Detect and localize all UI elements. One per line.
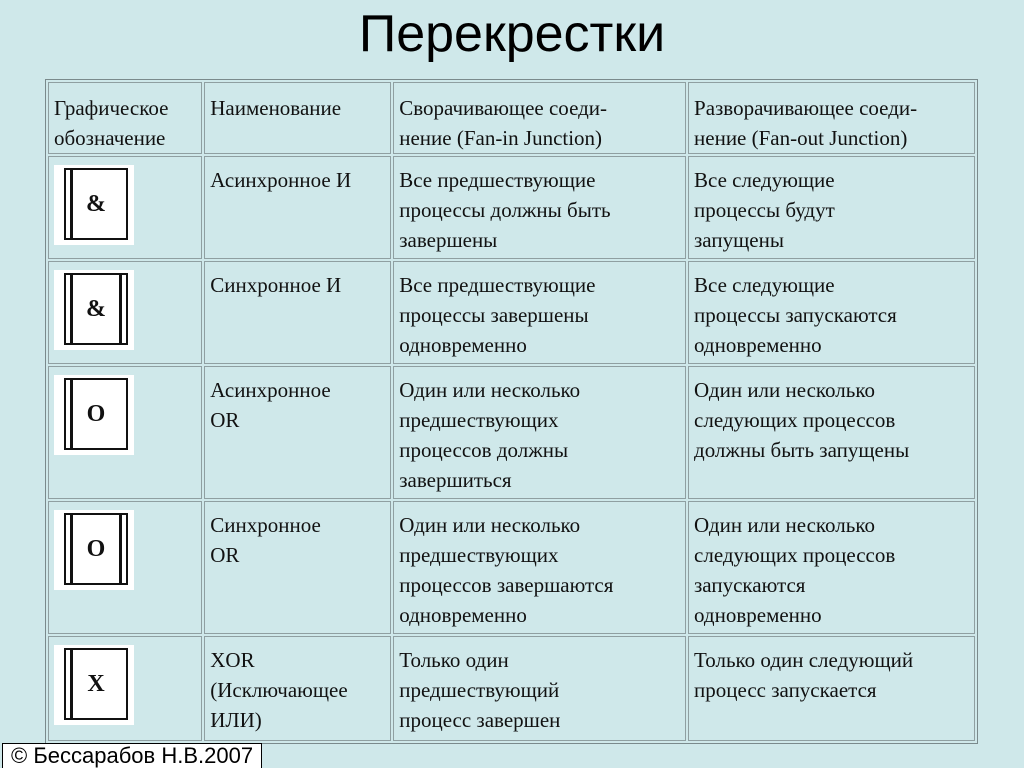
table-row <box>48 261 975 364</box>
fan-out-line: процессы запускаются <box>694 303 897 327</box>
header-symbol-line2: обозначение <box>54 126 166 150</box>
header-fan-out <box>688 82 975 154</box>
table-header-row <box>48 82 975 154</box>
symbol-cell <box>48 156 202 259</box>
fan-in-line: предшествующих <box>399 408 559 432</box>
header-fan-out-line2: нение (Fan-out Junction) <box>694 126 908 150</box>
junctions-table <box>45 79 978 744</box>
sync-and-junction-icon <box>54 270 134 350</box>
fan-in-line: завершены <box>399 228 498 252</box>
name-line: OR <box>210 543 240 567</box>
symbol-glyph: X <box>87 671 105 697</box>
fan-in-cell <box>393 501 686 634</box>
header-fan-in-line2: нение (Fan-in Junction) <box>399 126 603 150</box>
fan-out-cell <box>688 366 975 499</box>
table-row <box>48 636 975 741</box>
name-line: Синхронное <box>210 513 321 537</box>
fan-out-line: должны быть запущены <box>694 438 910 462</box>
fan-in-line: процессов должны <box>399 438 569 462</box>
fan-out-line: следующих процессов <box>694 543 896 567</box>
name-line: Асинхронное И <box>210 168 352 192</box>
fan-in-line: Один или несколько <box>399 378 581 402</box>
symbol-cell <box>48 636 202 741</box>
fan-in-line: Все предшествующие <box>399 273 596 297</box>
fan-out-cell <box>688 501 975 634</box>
fan-in-line: Только один <box>399 648 509 672</box>
fan-out-line: Только один следующий <box>694 648 914 672</box>
header-fan-in-line1: Сворачивающее соеди- <box>399 96 608 120</box>
fan-out-line: запущены <box>694 228 784 252</box>
header-fan-in <box>393 82 686 154</box>
fan-in-line: одновременно <box>399 603 527 627</box>
fan-in-line: Один или несколько <box>399 513 581 537</box>
name-line: OR <box>210 408 240 432</box>
fan-in-cell <box>393 366 686 499</box>
fan-out-cell <box>688 261 975 364</box>
name-line: (Исключающее <box>210 678 348 702</box>
table-row <box>48 156 975 259</box>
fan-in-cell <box>393 636 686 741</box>
fan-out-line: следующих процессов <box>694 408 896 432</box>
name-cell <box>204 261 391 364</box>
fan-out-line: процесс запускается <box>694 678 877 702</box>
name-line: Асинхронное <box>210 378 331 402</box>
fan-in-line: процессы должны быть <box>399 198 611 222</box>
fan-in-line: предшествующий <box>399 678 560 702</box>
name-line: XOR <box>210 648 255 672</box>
fan-out-cell <box>688 156 975 259</box>
fan-in-line: процесс завершен <box>399 708 561 732</box>
fan-in-cell <box>393 156 686 259</box>
slide-title: Перекрестки <box>358 5 666 63</box>
fan-out-line: одновременно <box>694 603 822 627</box>
fan-in-line: процессы завершены <box>399 303 589 327</box>
name-cell <box>204 501 391 634</box>
symbol-glyph: & <box>86 296 106 322</box>
header-symbol <box>48 82 202 154</box>
fan-out-line: Один или несколько <box>694 513 875 537</box>
fan-in-line: Все предшествующие <box>399 168 596 192</box>
fan-out-line: запускаются <box>694 573 806 597</box>
table-row <box>48 501 975 634</box>
name-line: Синхронное И <box>210 273 342 297</box>
xor-junction-icon <box>54 645 134 725</box>
name-cell <box>204 156 391 259</box>
symbol-glyph: & <box>86 191 106 217</box>
fan-in-line: предшествующих <box>399 543 559 567</box>
name-cell <box>204 366 391 499</box>
fan-in-line: процессов завершаются <box>399 573 614 597</box>
symbol-glyph: O <box>86 401 106 427</box>
symbol-cell <box>48 501 202 634</box>
fan-in-line: одновременно <box>399 333 527 357</box>
name-cell <box>204 636 391 741</box>
table-row <box>48 366 975 499</box>
copyright-label: © Бессарабов Н.В.2007 <box>2 743 262 768</box>
fan-out-line: одновременно <box>694 333 822 357</box>
fan-out-line: Один или несколько <box>694 378 875 402</box>
header-symbol-line1: Графическое <box>54 96 169 120</box>
fan-out-line: Все следующие <box>694 273 835 297</box>
symbol-cell <box>48 366 202 499</box>
header-fan-out-line1: Разворачивающее соеди- <box>694 96 918 120</box>
sync-or-junction-icon <box>54 510 134 590</box>
fan-out-line: Все следующие <box>694 168 835 192</box>
symbol-cell <box>48 261 202 364</box>
symbol-glyph: O <box>86 536 106 562</box>
async-and-junction-icon <box>54 165 134 245</box>
fan-out-line: процессы будут <box>694 198 835 222</box>
header-name <box>204 82 391 154</box>
fan-in-cell <box>393 261 686 364</box>
fan-in-line: завершиться <box>399 468 512 492</box>
header-name-text: Наименование <box>210 96 342 120</box>
async-or-junction-icon <box>54 375 134 455</box>
fan-out-cell <box>688 636 975 741</box>
name-line: ИЛИ) <box>210 708 262 732</box>
